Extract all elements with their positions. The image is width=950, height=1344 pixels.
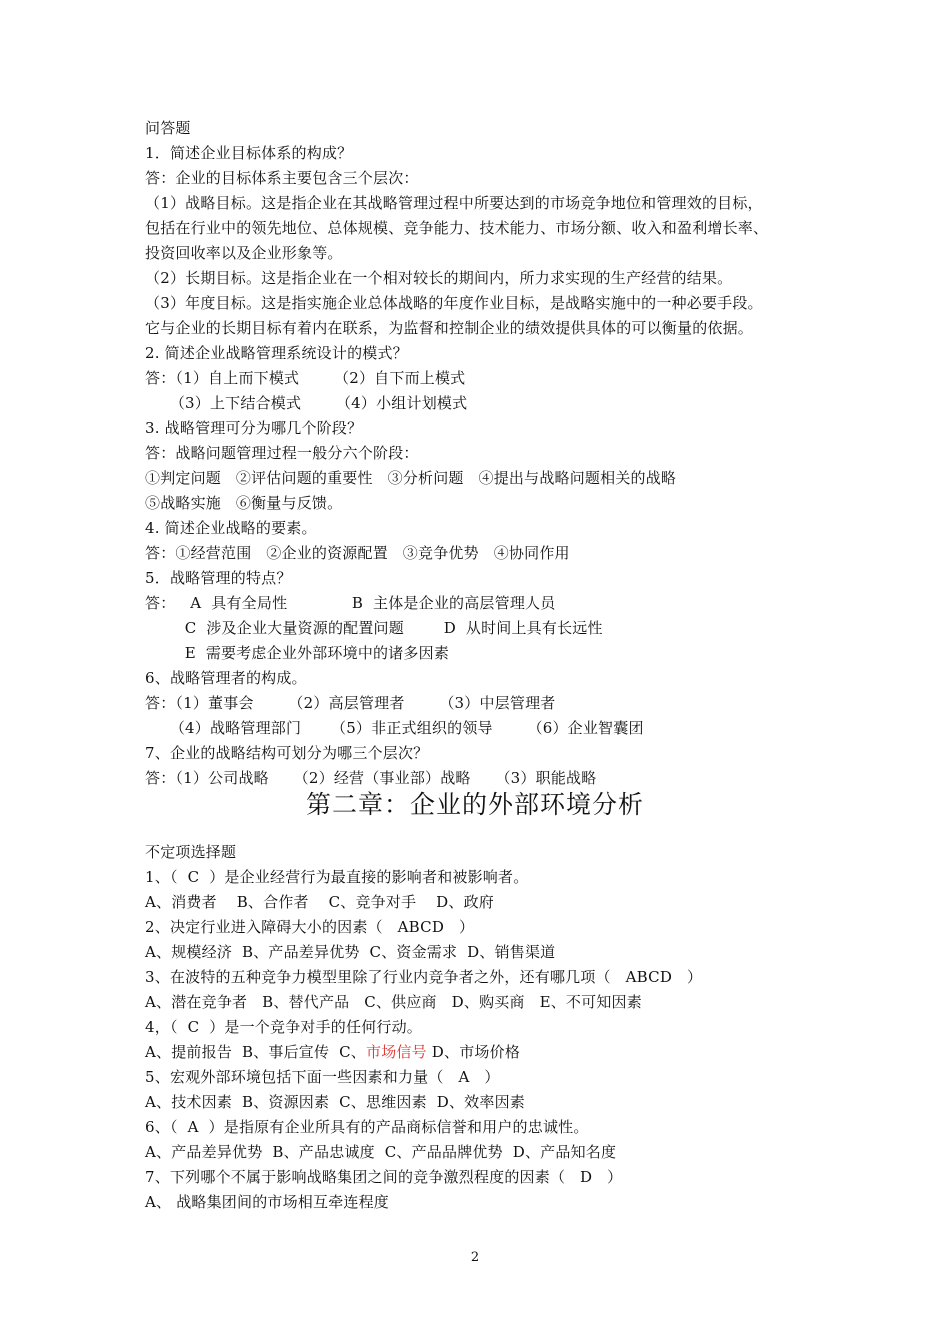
choice-question-3: 3、在波特的五种竞争力模型里除了行业内竞争者之外，还有哪几项（ ABCD ）: [145, 968, 703, 986]
choice-options-2: A、规模经济 B、产品差异优势 C、资金需求 D、销售渠道: [145, 943, 556, 961]
answer-3-line: ①判定问题 ②评估问题的重要性 ③分析问题 ④提出与战略问题相关的战略: [145, 469, 677, 487]
page-number: 2: [470, 1250, 480, 1265]
choice-question-4: 4，（ C ）是一个竞争对手的任何行动。: [145, 1018, 422, 1036]
section-heading-qa: 问答题: [145, 119, 191, 137]
choice-options-4-start: A、提前报告 B、事后宣传 C、: [145, 1043, 367, 1061]
answer-4-line: 答：①经营范围 ②企业的资源配置 ③竞争优势 ④协同作用: [145, 544, 570, 562]
question-1: 1．简述企业目标体系的构成？: [145, 144, 353, 162]
answer-1-line: （1）战略目标。这是指企业在其战略管理过程中所要达到的市场竞争地位和管理效的目标，: [145, 194, 763, 212]
choice-options-4-end: D、市场价格: [426, 1043, 521, 1061]
question-3: 3. 战略管理可分为哪几个阶段？: [145, 419, 363, 437]
choice-options-4: [145, 1042, 520, 1062]
highlighted-answer: 市场信号: [366, 1043, 427, 1061]
answer-5-line: C 涉及企业大量资源的配置问题 D 从时间上具有长远性: [145, 619, 603, 637]
answer-6-line: （4）战略管理部门 （5）非正式组织的领导 （6）企业智囊团: [145, 719, 644, 737]
choice-options-1: A、消费者 B、合作者 C、竞争对手 D、政府: [145, 893, 494, 911]
answer-1-line: （3）年度目标。这是指实施企业总体战略的年度作业目标，是战略实施中的一种必要手段。: [145, 294, 763, 312]
choice-question-5: 5、宏观外部环境包括下面一些因素和力量（ A ）: [145, 1068, 500, 1086]
choice-options-3: A、潜在竞争者 B、替代产品 C、供应商 D、购买商 E、不可知因素: [145, 993, 642, 1011]
answer-5-line: E 需要考虑企业外部环境中的诸多因素: [145, 644, 450, 662]
answer-3-line: ⑤战略实施 ⑥衡量与反馈。: [145, 494, 343, 512]
choice-question-7: 7、下列哪个不属于影响战略集团之间的竞争激烈程度的因素（ D ）: [145, 1168, 623, 1186]
answer-2-line: 答：（1）自上而下模式 （2）自下而上模式: [145, 369, 466, 387]
answer-1-line: 投资回收率以及企业形象等。: [145, 244, 343, 262]
question-6: 6、战略管理者的构成。: [145, 669, 307, 687]
answer-1-line: 它与企业的长期目标有着内在联系，为监督和控制企业的绩效提供具体的可以衡量的依据。: [145, 319, 754, 337]
section-heading-choice: 不定项选择题: [145, 843, 237, 861]
choice-options-6: A、产品差异优势 B、产品忠诚度 C、产品品牌优势 D、产品知名度: [145, 1143, 617, 1161]
answer-6-line: 答：（1）董事会 （2）高层管理者 （3）中层管理者: [145, 694, 556, 712]
question-5: 5．战略管理的特点？: [145, 569, 292, 587]
answer-5-line: 答： A 具有全局性 B 主体是企业的高层管理人员: [145, 594, 556, 612]
choice-question-1: 1、（ C ）是企业经营行为最直接的影响者和被影响者。: [145, 868, 529, 886]
choice-options-5: A、技术因素 B、资源因素 C、思维因素 D、效率因素: [145, 1093, 525, 1111]
answer-3-line: 答：战略问题管理过程一般分六个阶段：: [145, 444, 419, 462]
question-4: 4. 简述企业战略的要素。: [145, 519, 317, 537]
choice-question-2: 2、决定行业进入障碍大小的因素（ ABCD ）: [145, 918, 475, 936]
question-7: 7、企业的战略结构可划分为哪三个层次？: [145, 744, 429, 762]
choice-question-6: 6、（ A ）是指原有企业所具有的产品商标信誉和用户的忠诚性。: [145, 1118, 589, 1136]
question-2: 2. 简述企业战略管理系统设计的模式？: [145, 344, 408, 362]
chapter-title: 第二章：企业的外部环境分析: [305, 790, 644, 819]
answer-1-line: （2）长期目标。这是指企业在一个相对较长的期间内，所力求实现的生产经营的结果。: [145, 269, 733, 287]
answer-1-line: 包括在行业中的领先地位、总体规模、竞争能力、技术能力、市场分额、收入和盈利增长率、: [145, 219, 769, 237]
answer-1-intro: 答：企业的目标体系主要包含三个层次：: [145, 169, 419, 187]
answer-7-line: 答：（1）公司战略 （2）经营（事业部）战略 （3）职能战略: [145, 769, 597, 787]
choice-options-7: A、 战略集团间的市场相互牵连程度: [145, 1193, 390, 1211]
answer-2-line: （3）上下结合模式 （4）小组计划模式: [145, 394, 468, 412]
